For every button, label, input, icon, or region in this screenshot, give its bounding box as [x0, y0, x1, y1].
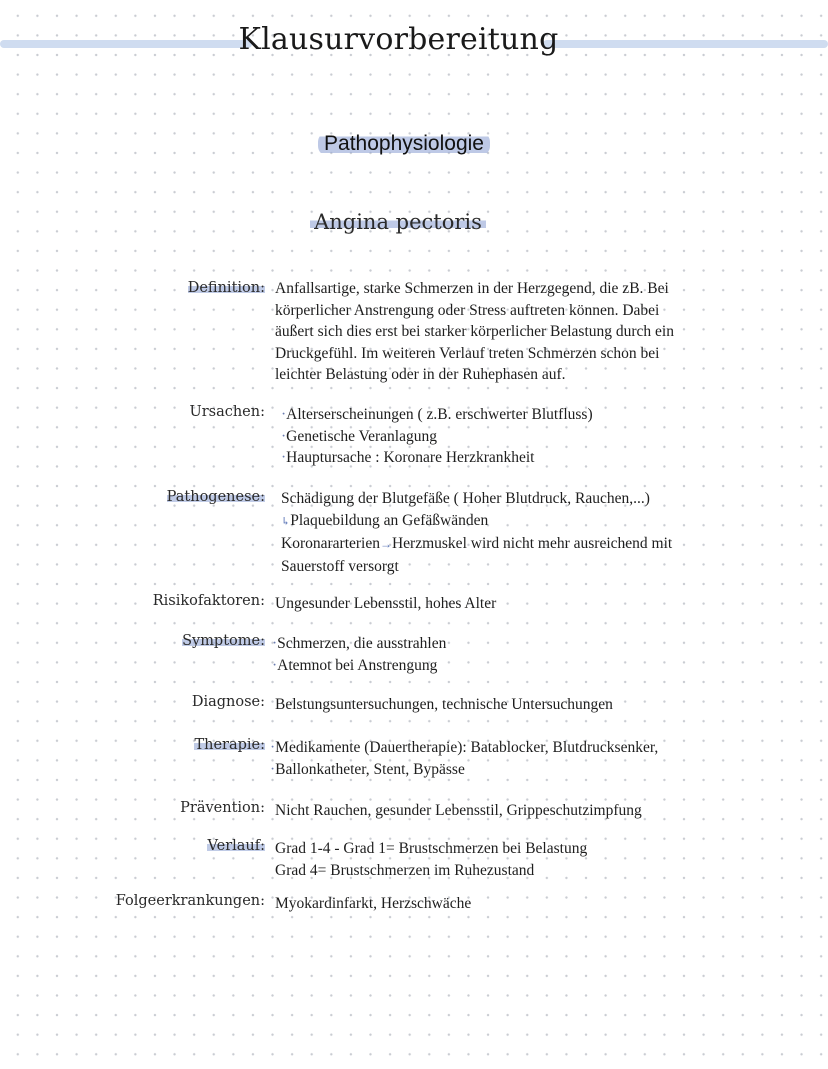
praevention-label: Prävention:	[180, 800, 265, 816]
folgeerkrankungen-text	[275, 893, 775, 915]
bullet-icon: ·	[272, 635, 278, 652]
pathogenese-label: Pathogenese:	[166, 489, 265, 505]
list-item: ·Medikamente (Dauertherapie): Batablocker, Blutdrucksenker,	[270, 739, 659, 756]
pathogenese-line: ↳Plaquebildung an Gefäßwänden	[281, 511, 489, 529]
pathogenese-line: Koronararterien→Herzmuskel wird nicht mehr ausreichend mit	[281, 535, 673, 552]
list-item: ·Alterserscheinungen ( z.B. erschwerter Blutfluss)	[281, 406, 593, 423]
symptome-label: Symptome:	[182, 633, 265, 649]
risikofaktoren-line: Ungesunder Lebensstil, hohes Alter	[275, 595, 497, 612]
page-title: Klausurvorbereitung	[238, 22, 559, 57]
definition-text	[275, 278, 775, 386]
bullet-icon: ·	[270, 739, 276, 756]
ursachen-label: Ursachen:	[189, 404, 265, 420]
verlauf-text	[275, 838, 775, 881]
risikofaktoren-label: Risikofaktoren:	[152, 593, 265, 609]
definition-label: Definition:	[187, 280, 265, 296]
bullet-icon: ·	[281, 406, 287, 423]
definition-line: Druckgefühl. Im weiteren Verlauf treten Schmerzen schon bei	[275, 344, 660, 362]
list-item: ·Hauptursache : Koronare Herzkrankheit	[281, 449, 535, 466]
arrow-right-icon: →	[379, 537, 392, 551]
definition-line: körperlicher Anstrengung oder Stress auftreten können. Dabei	[275, 301, 660, 319]
bullet-icon: ·	[281, 427, 287, 445]
list-item: ·Ballonkatheter, Stent, Bypässe	[270, 760, 465, 778]
praevention-line: Nicht Rauchen, gesunder Lebensstil, Grippeschutzimpfung	[275, 802, 642, 819]
pathogenese-line: Sauerstoff versorgt	[281, 557, 399, 575]
diagnose-line: Belstungsuntersuchungen, technische Untersuchungen	[275, 696, 613, 713]
ursachen-list	[281, 404, 781, 469]
verlauf-line: Grad 1-4 - Grad 1= Brustschmerzen bei Belastung	[275, 840, 588, 857]
verlauf-line: Grad 4= Brustschmerzen im Ruhezustand	[275, 861, 535, 879]
risikofaktoren-text	[275, 593, 775, 615]
folgeerkrankungen-line: Myokardinfarkt, Herzschwäche	[275, 895, 472, 912]
diagnose-text	[275, 694, 775, 716]
therapie-list	[270, 737, 770, 780]
subject-heading: Pathophysiologie	[318, 132, 490, 156]
bullet-icon: ·	[281, 449, 287, 466]
definition-line: leichter Belastung oder in der Ruhephasen auf.	[275, 366, 566, 383]
praevention-text	[275, 800, 775, 822]
list-item: ·Schmerzen, die ausstrahlen	[272, 635, 447, 652]
verlauf-label: Verlauf:	[207, 838, 265, 854]
symptome-list	[272, 633, 772, 676]
pathogenese-line: Schädigung der Blutgefäße ( Hoher Blutdruck, Rauchen,...)	[281, 490, 650, 507]
list-item: ·Atemnot bei Anstrengung	[272, 656, 438, 674]
bullet-icon: ·	[270, 760, 276, 778]
therapie-label: Therapie:	[194, 737, 265, 753]
folgeerkrankungen-label: Folgeerkrankungen:	[115, 893, 265, 909]
list-item: ·Genetische Veranlagung	[281, 427, 437, 445]
bullet-icon: ·	[272, 656, 278, 674]
pathogenese-text	[281, 488, 781, 577]
definition-line: Anfallsartige, starke Schmerzen in der Herzgegend, die zB. Bei	[275, 280, 669, 297]
definition-line: äußert sich dies erst bei starker körperlicher Belastung durch ein	[275, 323, 674, 340]
diagnose-label: Diagnose:	[191, 694, 265, 710]
topic-heading: Angina pectoris	[310, 210, 486, 234]
return-arrow-icon: ↳	[281, 515, 291, 528]
